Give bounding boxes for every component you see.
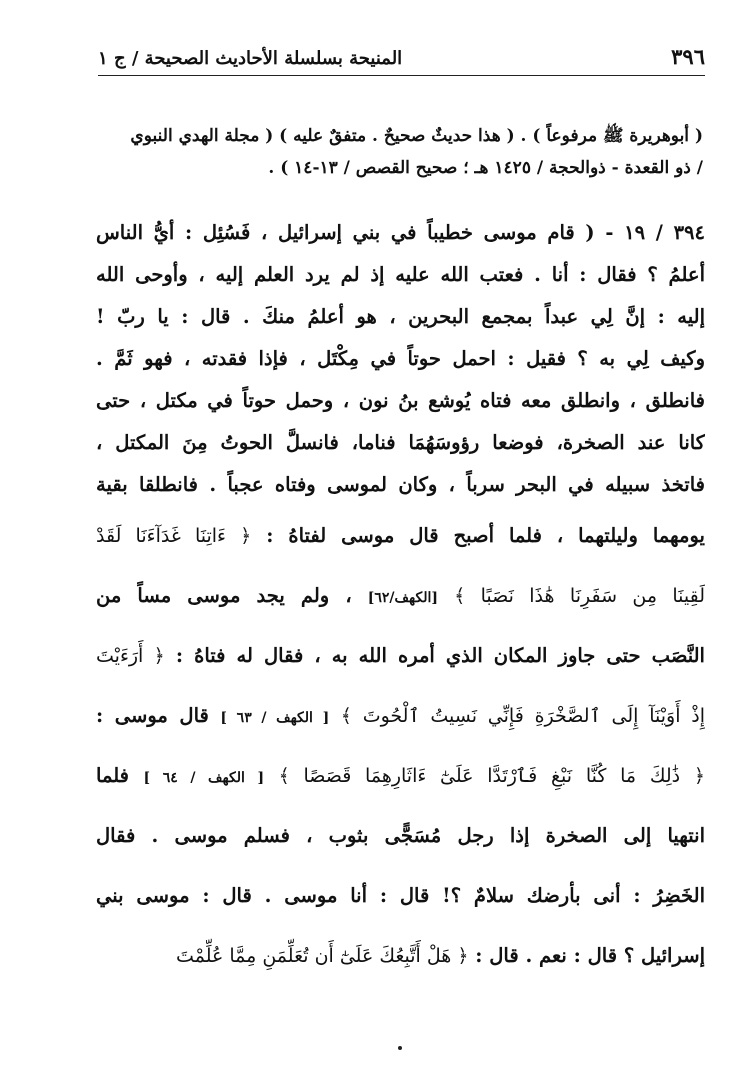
hadith-line	[96, 566, 705, 626]
line-text: قال موسى :	[96, 704, 209, 727]
quran-verse: ﴿ أَرَءَيْتَ	[96, 645, 165, 667]
line-text: ، ولم يجد موسى مساً من	[96, 584, 352, 607]
hadith-line: ٣٩٤ / ١٩ - ( قام موسى خطيباً في بني إسرائيل ، فَسُئِل : أيُّ الناس	[96, 221, 705, 244]
hadith-line: فاتخذ سبيله في البحر سرباً ، وكان لموسى وفتاه عجباً . فانطلقا بقية	[96, 473, 705, 496]
quran-verse: إِذْ أَوَيْنَآ إِلَى ٱلصَّخْرَةِ فَإِنِّي نَسِيتُ ٱلْحُوتَ ﴾	[340, 705, 705, 727]
hadith-line: فانطلق ، وانطلق معه فتاه يُوشع بنُ نون ، وحمل حوتاً في مكتل ، حتى	[96, 389, 705, 412]
surah-reference: [ الكهف / ٦٣ ]	[220, 710, 330, 726]
source-citation	[98, 120, 703, 184]
citation-line: ( أبوهريرة ﷺ مرفوعاً ) . ( هذا حديثٌ صحيحٌ . متفقٌ عليه ) ( مجلة الهدي النبوي	[130, 126, 703, 146]
footer-dot	[398, 1046, 402, 1050]
quran-verse: لَقِينَا مِن سَفَرِنَا هَٰذَا نَصَبًا ﴾	[454, 585, 705, 607]
hadith-line: كانا عند الصخرة، فوضعا رؤوسَهُمَا فناما، فانسلَّ الحوتُ مِنَ المكتل ،	[96, 431, 705, 454]
surah-reference: [ الكهف / ٦٤ ]	[143, 770, 265, 786]
hadith-line	[96, 506, 705, 566]
surah-reference: [الكهف/٦٢]	[367, 590, 438, 606]
hadith-line: وكيف لِي به ؟ فقيل : احمل حوتاً في مِكْتَل ، فإذا فقدته ، فهو ثَمَّ .	[96, 347, 705, 370]
hadith-line	[96, 746, 705, 806]
hadith-line: الخَضِرُ : أنى بأرضك سلامٌ ؟! قال : أنا موسى . قال : موسى بني	[96, 884, 705, 907]
line-text: النَّصَب حتى جاوز المكان الذي أمره الله به ، فقال له فتاهُ :	[175, 644, 705, 667]
hadith-line: أعلمُ ؟ فقال : أنا . فعتب الله عليه إذ لم يرد العلم إليه ، وأوحى الله	[96, 263, 705, 286]
quran-verse: ﴿ ءَاتِنَا غَدَآءَنَا لَقَدْ	[96, 525, 252, 547]
running-title: المنيحة بسلسلة الأحاديث الصحيحة / ج ١	[98, 48, 403, 69]
line-text: إسرائيل ؟ قال : نعم . قال :	[475, 944, 705, 967]
hadith-line: انتهيا إلى الصخرة إذا رجل مُسَجًّى بثوب ، فسلم موسى . فقال	[96, 824, 705, 847]
quran-verse: ﴿ ذَٰلِكَ مَا كُنَّا نَبْغِ فَٱرْتَدَّا عَلَىٰٓ ءَاثَارِهِمَا قَصَصًا ﴾	[278, 765, 705, 787]
line-text: يومهما وليلتهما ، فلما أصبح قال موسى لفتاهُ :	[266, 524, 705, 547]
line-text: فلما	[96, 764, 129, 787]
quran-verse: ﴿ هَلْ أَتَّبِعُكَ عَلَىٰٓ أَن تُعَلِّمَنِ مِمَّا عُلِّمْتَ	[176, 945, 469, 967]
page-header	[98, 40, 705, 76]
citation-line: / ذو القعدة - ذوالحجة / ١٤٢٥ هـ ؛ صحيح القصص / ١٣-١٤ ) .	[268, 158, 703, 178]
page-number: ٣٩٦	[671, 44, 705, 69]
hadith-line	[96, 926, 705, 986]
hadith-line: إليه : إنَّ لِي عبداً بمجمع البحرين ، هو أعلمُ منكَ . قال : يا ربّ !	[96, 305, 705, 328]
hadith-line	[96, 686, 705, 746]
hadith-line	[96, 626, 705, 686]
hadith-text	[96, 212, 705, 986]
